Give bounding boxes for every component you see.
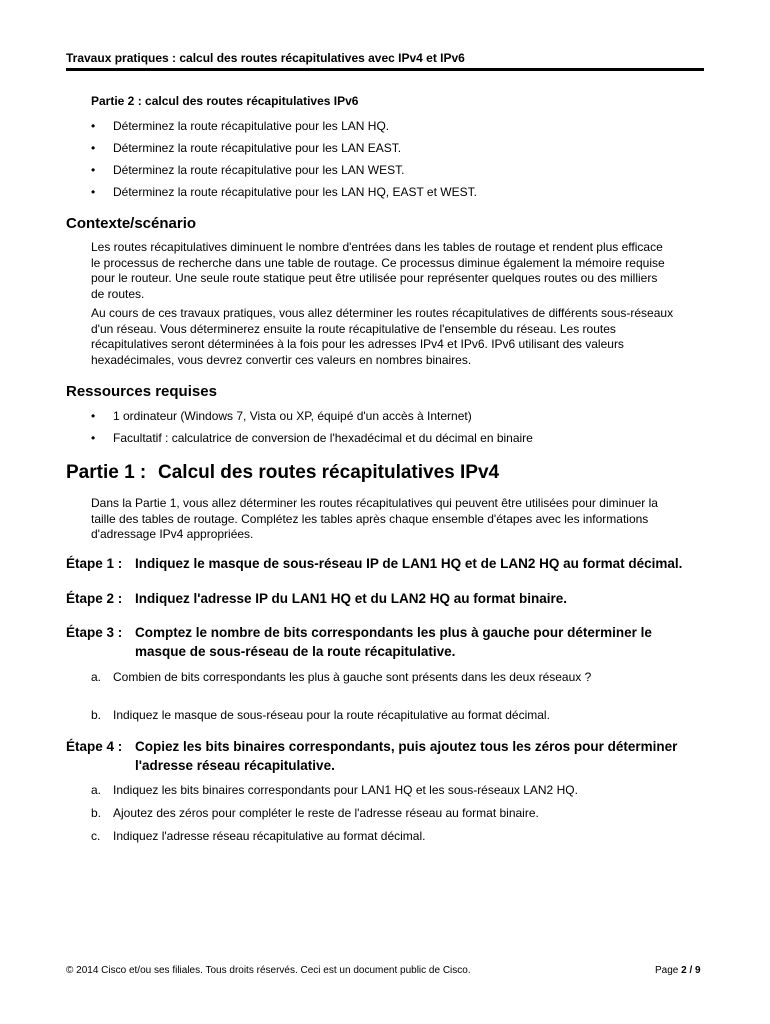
objectives-list bbox=[91, 119, 477, 207]
step-number: Étape 2 : bbox=[66, 591, 123, 606]
list-item: • Facultatif : calculatrice de conversion de l'hexadécimal et du décimal en binaire bbox=[91, 431, 533, 445]
part1-heading bbox=[66, 462, 499, 484]
step-2-heading: Étape 2 : Indiquez l'adresse IP du LAN1 HQ et du LAN2 HQ au format binaire. bbox=[66, 591, 568, 606]
step-4-item-a: a. Indiquez les bits binaires correspondants pour LAN1 HQ et les sous-réseaux LAN2 HQ. bbox=[91, 783, 578, 797]
page-header-title: Travaux pratiques : calcul des routes récapitulatives avec IPv4 et IPv6 bbox=[66, 51, 465, 65]
bullet-icon: • bbox=[91, 409, 96, 423]
resources-list bbox=[91, 409, 533, 453]
bullet-icon: • bbox=[91, 141, 96, 155]
step-4-item-b: b. Ajoutez des zéros pour compléter le reste de l'adresse réseau au format binaire. bbox=[91, 806, 539, 820]
header-rule bbox=[66, 68, 704, 71]
list-item: • Déterminez la route récapitulative pour les LAN HQ, EAST et WEST. bbox=[91, 185, 477, 199]
resources-heading: Ressources requises bbox=[66, 383, 217, 400]
footer-copyright: © 2014 Cisco et/ou ses filiales. Tous droits réservés. Ceci est un document public de Cisco. bbox=[66, 965, 471, 976]
list-item: • 1 ordinateur (Windows 7, Vista ou XP, équipé d'un accès à Internet) bbox=[91, 409, 472, 423]
part1-intro: Dans la Partie 1, vous allez déterminer les routes récapitulatives qui peuvent être utilisées pour diminuer la taille des tables de routage. Complétez les tables après chaque ensemble d'étapes avec les informations d'adressage IPv4 appropriées. bbox=[91, 496, 658, 541]
step-4-heading: Étape 4 : Copiez les bits binaires correspondants, puis ajoutez tous les zéros pour déterminer l'adresse réseau récapitulative. bbox=[66, 739, 678, 773]
bullet-icon: • bbox=[91, 431, 96, 445]
step-4-item-c: c. Indiquez l'adresse réseau récapitulative au format décimal. bbox=[91, 829, 426, 843]
part1-title: Calcul des routes récapitulatives IPv4 bbox=[158, 462, 500, 483]
step-number: Étape 1 : bbox=[66, 556, 123, 571]
bullet-icon: • bbox=[91, 119, 96, 133]
step-3-item-a: a. Combien de bits correspondants les plus à gauche sont présents dans les deux réseaux ? bbox=[91, 670, 592, 684]
context-paragraph-2: Au cours de ces travaux pratiques, vous allez déterminer les routes récapitulatives de différents sous-réseaux d'un réseau. Vous déterminerez ensuite la route récapitulative de l'ensemble du réseau. Les routes récapitulatives seront déterminées à la fois pour les adresses IPv4 et IPv6. IPv6 utilisant des valeurs hexadécimales, vous devrez convertir ces valeurs en nombres binaires. bbox=[91, 306, 674, 367]
part1-number: Partie 1 : bbox=[66, 462, 147, 483]
list-item: • Déterminez la route récapitulative pour les LAN EAST. bbox=[91, 141, 402, 155]
context-paragraph-1: Les routes récapitulatives diminuent le nombre d'entrées dans les tables de routage et rendent plus efficace le processus de recherche dans une table de routage. Ce processus diminue également la mémoire requise pour le routeur. Une seule route statique peut être utilisée pour représenter quelques routes ou des milliers de routes. bbox=[91, 240, 665, 301]
list-item: • Déterminez la route récapitulative pour les LAN WEST. bbox=[91, 163, 405, 177]
step-3-item-b: b. Indiquez le masque de sous-réseau pour la route récapitulative au format décimal. bbox=[91, 708, 550, 722]
step-number: Étape 4 : bbox=[66, 739, 123, 754]
step-number: Étape 3 : bbox=[66, 625, 123, 640]
footer-page-number: Page 2 / 9 bbox=[655, 965, 701, 976]
bullet-icon: • bbox=[91, 185, 96, 199]
context-heading: Contexte/scénario bbox=[66, 215, 197, 232]
step-1-heading: Étape 1 : Indiquez le masque de sous-réseau IP de LAN1 HQ et de LAN2 HQ au format décimal. bbox=[66, 556, 683, 571]
list-item: • Déterminez la route récapitulative pour les LAN HQ. bbox=[91, 119, 390, 133]
bullet-icon: • bbox=[91, 163, 96, 177]
part2-title: Partie 2 : calcul des routes récapitulatives IPv6 bbox=[91, 94, 359, 108]
step-3-heading: Étape 3 : Comptez le nombre de bits correspondants les plus à gauche pour déterminer le masque de sous-réseau de la route récapitulative. bbox=[66, 625, 652, 659]
